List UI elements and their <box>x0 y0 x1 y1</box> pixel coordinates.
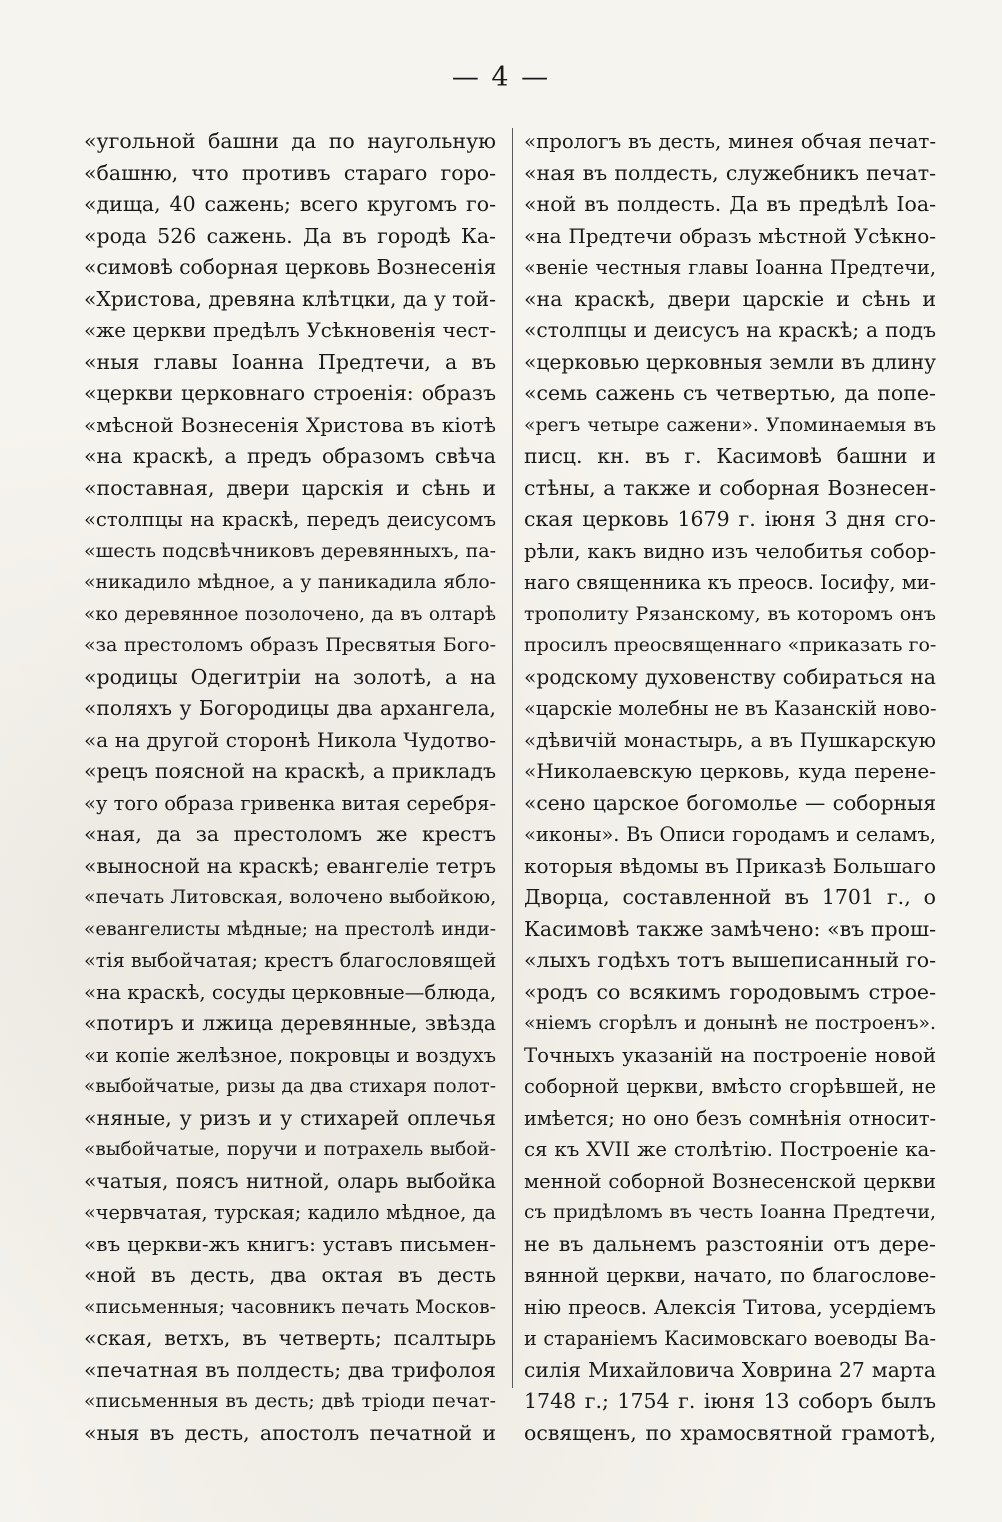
text-columns <box>84 126 936 1445</box>
text-line: «сено царское богомолье — соборныя <box>524 790 936 815</box>
text-line: «письменныя въ десть; двѣ тріоди печат- <box>84 1391 496 1412</box>
text-line: «выбойчатые, ризы да два стихаря полот- <box>84 1076 496 1097</box>
text-line: «мѣсной Вознесенія Христова въ кіотѣ <box>84 412 496 437</box>
text-line: «веніе честныя главы Іоанна Предтечи, <box>524 256 936 279</box>
text-line: «тія выбойчатая; крестъ благословящей <box>84 949 496 972</box>
text-line: «на Предтечи образъ мѣстной Усѣкно- <box>524 223 936 248</box>
text-line: «ніемъ сгорѣлъ и донынѣ не построенъ». <box>524 1013 936 1034</box>
text-line: освященъ, по храмосвятной грамотѣ, <box>524 1420 936 1445</box>
text-line: «угольной башни да по наугольную <box>84 129 496 153</box>
text-line: имѣется; но оно безъ сомнѣнія относит- <box>524 1106 936 1130</box>
text-line: «евангелисты мѣдные; на престолѣ инди- <box>84 918 496 940</box>
text-line: Касимовѣ также замѣчено: «въ прош- <box>524 916 936 941</box>
text-line: «родицы Одегитріи на золотѣ, а на <box>84 664 496 689</box>
text-line: «поставная, двери царскія и сѣнь и <box>84 475 496 500</box>
text-line: «Христова, древяна клѣтцки, да у той- <box>84 286 496 311</box>
text-line: «никадило мѣдное, а у паникадила ябло- <box>84 572 496 593</box>
text-line: «башню, что противъ стараго горо- <box>84 160 496 185</box>
text-line: «за престоломъ образъ Пресвятыя Бого- <box>84 634 496 656</box>
text-line: «ной въ полдесть. Да въ предѣлѣ Іоа- <box>524 192 936 216</box>
right-column <box>524 126 936 1449</box>
text-line: «письменныя; часовникъ печать Москов- <box>84 1296 496 1318</box>
page-number: — 4 — <box>451 62 551 93</box>
text-line: наго священника къ преосв. Іосифу, ми- <box>524 571 936 594</box>
text-line: «на краскѣ, двери царскіе и сѣнь и <box>524 286 936 311</box>
text-line: «потиръ и лжица деревянные, звѣзда <box>84 1011 496 1035</box>
text-line: «царскіе молебны не въ Казанскій ново- <box>524 697 936 720</box>
text-line: 1748 г.; 1754 г. іюня 13 соборъ былъ <box>524 1389 936 1413</box>
text-line: Дворца, составленной въ 1701 г., о <box>524 885 936 909</box>
text-line: «ная въ полдесть, служебникъ печат- <box>524 160 936 185</box>
text-line: нію преосв. Алексія Титова, усердіемъ <box>524 1294 936 1319</box>
text-line: «столпцы и деисусъ на краскѣ; а подъ <box>524 318 936 342</box>
text-line: «червчатая, турская; кадило мѣдное, да <box>84 1201 496 1224</box>
text-line: ская церковь 1679 г. іюня 3 дня сго- <box>524 507 936 531</box>
text-line: «родскому духовенству собираться на <box>524 664 936 689</box>
text-line: «церкви церковнаго строенія: образъ <box>84 381 496 405</box>
text-line: «рода 526 сажень. Да въ городѣ Ка- <box>84 223 496 248</box>
text-line: «семь сажень съ четвертью, да попе- <box>524 381 936 405</box>
text-line: которыя вѣдомы въ Приказѣ Большаго <box>524 853 936 878</box>
text-line: менной соборной Вознесенской церкви <box>524 1169 936 1193</box>
text-line: «и копіе желѣзное, покровцы и воздухъ <box>84 1043 496 1067</box>
text-line: Точныхъ указаній на построеніе новой <box>524 1043 936 1067</box>
text-line: «на краскѣ, сосуды церковные—блюда, <box>84 980 496 1004</box>
text-line: «ко деревянное позолочено, да въ олтарѣ <box>84 603 496 625</box>
text-line: «Николаевскую церковь, куда перене- <box>524 759 936 783</box>
text-line: трополиту Рязанскому, въ которомъ онъ <box>524 602 936 625</box>
text-line: «а на другой сторонѣ Никола Чудотво- <box>84 727 496 752</box>
text-line: силія Михайловича Ховрина 27 марта <box>524 1357 936 1382</box>
text-line: рѣли, какъ видно изъ челобитья собор- <box>524 539 936 563</box>
text-line: «у того образа гривенка витая серебря- <box>84 791 496 815</box>
text-line: «ныя въ десть, апостолъ печатной и <box>84 1420 496 1445</box>
text-line: «шесть подсвѣчниковъ деревянныхъ, па- <box>84 539 496 562</box>
text-line: «иконы». Въ Описи городамъ и селамъ, <box>524 823 936 846</box>
text-line: съ придѣломъ въ честь Іоанна Предтечи, <box>524 1202 936 1223</box>
text-line: «симовѣ соборная церковь Вознесенія <box>84 255 496 279</box>
text-line: «ная, да за престоломъ же крестъ <box>84 822 496 846</box>
text-line: соборной церкви, вмѣсто сгорѣвшей, не <box>524 1075 936 1098</box>
text-line: «церковью церковныя земли въ длину <box>524 349 936 374</box>
text-line: «дѣвичій монастырь, а въ Пушкарскую <box>524 728 936 752</box>
text-line: «ская, ветхъ, въ четверть; псалтырь <box>84 1326 496 1350</box>
text-line: и стараніемъ Касимовскаго воеводы Ва- <box>524 1327 936 1350</box>
text-line: «же церкви предѣлъ Усѣкновенія чест- <box>84 319 496 342</box>
text-line: «чатыя, поясъ нитной, оларь выбойка <box>84 1168 496 1193</box>
text-line: «дища, 40 сажень; всего кругомъ го- <box>84 192 496 216</box>
text-line: просилъ преосвященнаго «приказать го- <box>524 634 936 656</box>
text-line: «прологъ въ десть, минея обчая печат- <box>524 130 936 153</box>
text-line: «регъ четыре сажени». Упоминаемыя въ <box>524 414 936 436</box>
text-line: ся къ XVII же столѣтію. Построеніе ка- <box>524 1138 936 1161</box>
text-line: «на краскѣ, а предъ образомъ свѣча <box>84 444 496 468</box>
text-line: «няные, у ризъ и у стихарей оплечья <box>84 1105 496 1130</box>
column-divider <box>512 128 513 1388</box>
text-line: «выносной на краскѣ; евангеліе тетръ <box>84 853 496 878</box>
text-line: «выбойчатые, поручи и потрахель выбой- <box>84 1139 496 1160</box>
text-line: «лыхъ годѣхъ тотъ вышеписанный го- <box>524 948 936 972</box>
text-line: «рецъ поясной на краскѣ, а прикладъ <box>84 759 496 783</box>
text-line: «въ церкви-жъ книгъ: уставъ письмен- <box>84 1231 496 1256</box>
text-line: «поляхъ у Богородицы два архангела, <box>84 696 496 720</box>
text-line: «печать Литовская, волочено выбойкою, <box>84 886 496 908</box>
text-line: стѣны, а также и соборная Вознесен- <box>524 475 936 500</box>
text-line: «столпцы на краскѣ, передъ деисусомъ <box>84 508 496 531</box>
left-column <box>84 126 496 1449</box>
text-line: вянной церкви, начато, по благослове- <box>524 1264 936 1287</box>
text-line: «печатная въ полдесть; два трифолоя <box>84 1357 496 1382</box>
text-line: писц. кн. въ г. Касимовѣ башни и <box>524 444 936 468</box>
text-line: «ныя главы Іоанна Предтечи, а въ <box>84 349 496 374</box>
text-line: не въ дальнемъ разстояніи отъ дере- <box>524 1231 936 1256</box>
text-line: «ной въ десть, два октая въ десть <box>84 1263 496 1287</box>
text-line: «родъ со всякимъ городовымъ строе- <box>524 979 936 1004</box>
